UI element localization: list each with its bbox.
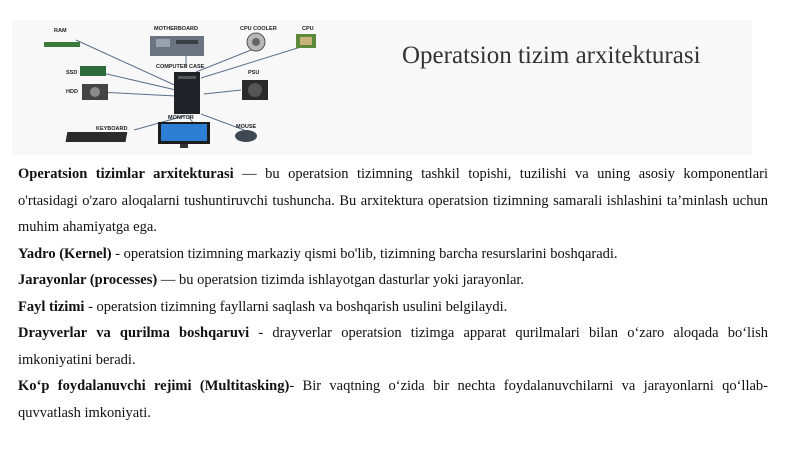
motherboard-label: MOTHERBOARD	[154, 26, 198, 32]
hdd-label: HDD	[66, 89, 78, 95]
page-title: Operatsion tizim arxitekturasi	[402, 42, 701, 69]
paragraph-processes	[18, 267, 768, 294]
term-kernel: Yadro (Kernel)	[18, 245, 112, 262]
term-multitasking: Ko‘p foydalanuvchi rejimi (Multitasking)	[18, 378, 290, 394]
ram-icon	[44, 42, 80, 47]
ram-label: RAM	[54, 28, 67, 34]
monitor-label: MONITOR	[168, 115, 194, 121]
paragraph-kernel	[18, 241, 768, 268]
components-diagram-graphic	[36, 26, 346, 156]
paragraph-multitasking	[18, 373, 768, 426]
keyboard-label: KEYBOARD	[96, 126, 128, 132]
cpu-cooler-label: CPU COOLER	[240, 26, 277, 32]
definition-architecture: — bu operatsion tizimning tashkil topishi, tuzilishi va uning asosiy komponentlari o'rtasidagi o'zaro aloqalarni tushuntiruvchi tushuncha. Bu arxitektura operatsion tizimning samarali ishlashini ta’minlash uchun muhim ahamiyatga ega.	[18, 166, 768, 235]
ssd-icon	[80, 66, 106, 76]
paragraph-file-system	[18, 294, 768, 321]
definition-file-system: - operatsion tizimning fayllarni saqlash va boshqarish usulini belgilaydi.	[84, 298, 508, 315]
mouse-icon	[235, 130, 257, 142]
paragraph-drivers	[18, 320, 768, 373]
term-architecture: Operatsion tizimlar arxitekturasi	[18, 166, 234, 182]
definition-drivers: - drayverlar operatsion tizimga apparat qurilmalari bilan o‘zaro aloqada bo‘lish imkoniyatini beradi.	[18, 325, 768, 368]
mouse-label: MOUSE	[236, 124, 257, 130]
definition-multitasking: - Bir vaqtning o‘zida bir nechta foydalanuvchilarni va jarayonlarni qo‘llab-quvvatlash imkoniyati.	[18, 378, 768, 421]
definition-processes: — bu operatsion tizimda ishlayotgan dasturlar yoki jarayonlar.	[157, 272, 525, 288]
keyboard-icon	[66, 132, 128, 142]
paragraph-architecture	[18, 161, 768, 241]
psu-label: PSU	[248, 70, 260, 76]
computer-components-diagram	[36, 26, 346, 156]
term-drivers: Drayverlar va qurilma boshqaruvi	[18, 325, 250, 341]
term-file-system: Fayl tizimi	[18, 298, 85, 315]
body-text	[18, 161, 768, 426]
definition-kernel: - operatsion tizimning markaziy qismi bo'lib, tizimning barcha resurslarini boshqaradi.	[111, 245, 618, 262]
term-processes: Jarayonlar (processes)	[18, 272, 158, 288]
ssd-label: SSD	[66, 70, 78, 76]
cpu-label: CPU	[302, 26, 314, 32]
computer-case-label: COMPUTER CASE	[156, 64, 205, 70]
